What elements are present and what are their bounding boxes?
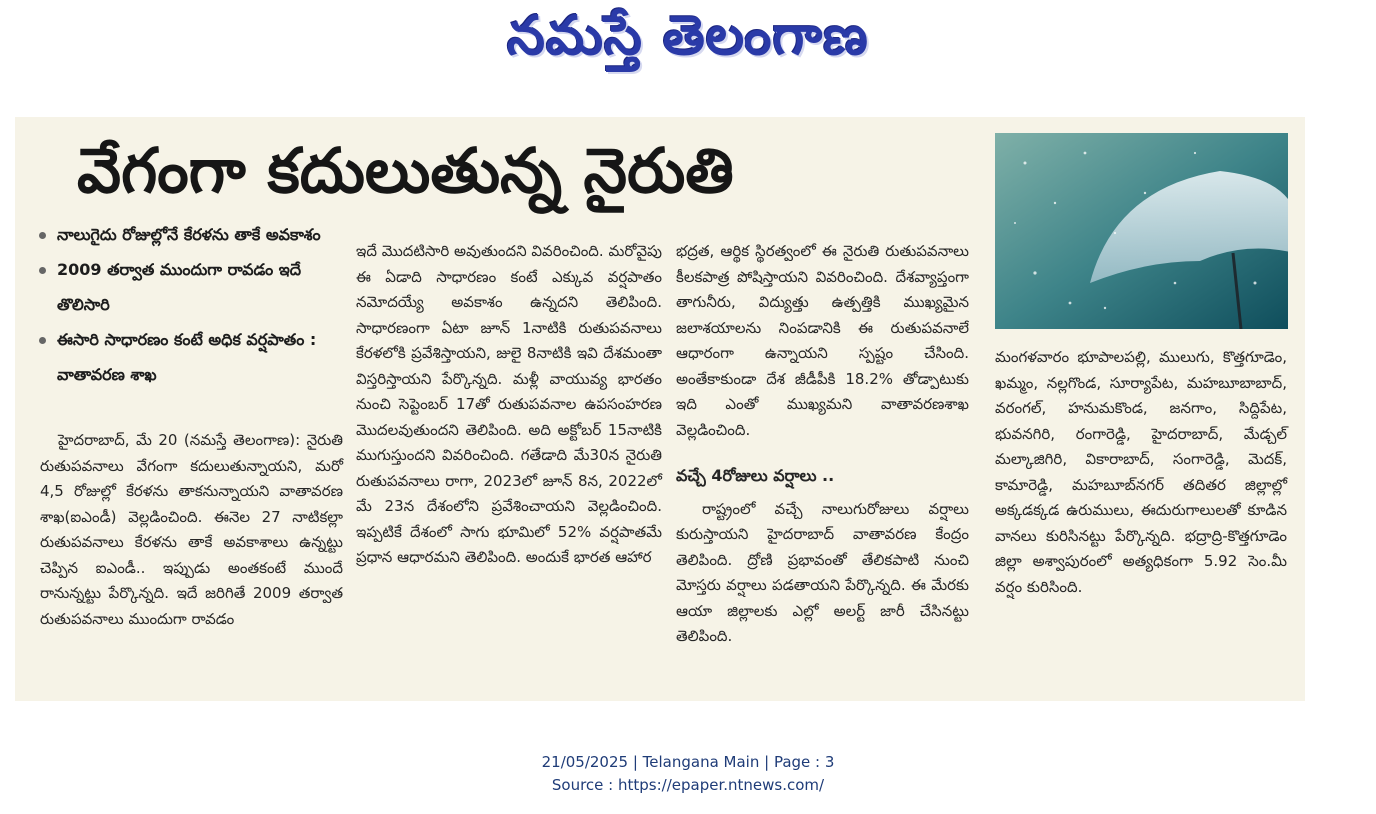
- news-article: [15, 117, 1305, 701]
- column-3-paragraph: భద్రత, ఆర్థిక స్థిరత్వంలో ఈ నైరుతి రుతుపవనాలు కీలకపాత్ర పోషిస్తాయని వివరించింది. దేశవ్యాప్తంగా తాగునీరు, విద్యుత్తు ఉత్పత్తికి ముఖ్యమైన జలాశయాలను నింపడానికి ఈ రుతుపవనాలే ఆధారంగా ఉన్నాయని స్పష్టం చేసింది. అంతేకాకుండా దేశ జీడీపీకి 18.2% తోడ్పాటుకు ఇది ఎంతో ముఖ్యమని వాతావరణశాఖ వెల్లడించింది.: [676, 242, 969, 439]
- bullet-item: నాలుగైదు రోజుల్లోనే కేరళను తాకే అవకాశం: [35, 217, 335, 252]
- bullet-item: ఈసారి సాధారణం కంటే అధిక వర్షపాతం : వాతావరణ శాఖ: [35, 322, 335, 392]
- article-column-3: [676, 239, 969, 650]
- newspaper-masthead: నమస్తే తెలంగాణ: [507, 4, 869, 67]
- column-3-paragraph-2: రాష్ట్రంలో వచ్చే నాలుగురోజులు వర్షాలు కురుస్తాయని హైదరాబాద్ వాతావరణ కేంద్రం తెలిపింది. ద్రోణి ప్రభావంతో తేలికపాటి నుంచి మోస్తరు వర్షాలు పడతాయని పేర్కొన్నది. ఈ మేరకు ఆయా జిల్లాలకు ఎల్లో అలర్ట్ జారీ చేసినట్టు తెలిపింది.: [676, 499, 969, 645]
- subheading: వచ్చే 4రోజులు వర్షాలు ..: [676, 466, 835, 485]
- footer-edition-info: 21/05/2025 | Telangana Main | Page : 3: [541, 753, 835, 771]
- summary-bullets: [35, 217, 335, 392]
- article-column-1: హైదరాబాద్, మే 20 (నమస్తే తెలంగాణ): నైరుతి రుతుపవనాలు వేగంగా కదులుతున్నాయని, మరో 4,5 రోజుల్లో కేరళను తాకనున్నాయని వాతావరణ శాఖ(ఐఎండీ) వెల్లడించింది. ఈనెల 27 నాటికల్లా రుతుపవనాలు కేరళను తాకే అవకాశాలు ఉన్నట్టు చెప్పిన ఐఎండీ.. ఇప్పుడు అంతకంటే ముందే రానున్నట్టు పేర్కొన్నది. ఇదే జరిగితే 2009 తర్వాత రుతుపవనాలు ముందుగా రావడం: [40, 431, 343, 628]
- article-column-4: మంగళవారం భూపాలపల్లి, ములుగు, కొత్తగూడెం, ఖమ్మం, నల్లగొండ, సూర్యాపేట, మహబూబాబాద్, వరంగల్, హనుమకొండ, జనగాం, సిద్దిపేట, భువనగిరి, రంగారెడ్డి, హైదరాబాద్, మేడ్చల్ మల్కాజిగిరి, వికారాబాద్, సంగారెడ్డి, మెదక్, కామారెడ్డి, మహబూబ్‌నగర్ తదితర జిల్లాల్లో అక్కడక్కడ ఉరుములు, ఈదురుగాలులతో కూడిన వానలు కురిసినట్టు పేర్కొన్నది. భద్రాద్రి-కొత్తగూడెం జిల్లా అశ్వాపురంలో అత్యధికంగా 5.92 సెం.మీ వర్షం కురిసింది.: [995, 348, 1287, 596]
- bullet-item: 2009 తర్వాత ముందుగా రావడం ఇదే తొలిసారి: [35, 252, 335, 322]
- umbrella-rain-photo: [995, 133, 1288, 329]
- footer-source[interactable]: Source : https://epaper.ntnews.com/: [551, 776, 825, 794]
- article-column-2: ఇదే మొదటిసారి అవుతుందని వివరించింది. మరోవైపు ఈ ఏడాది సాధారణం కంటే ఎక్కువ వర్షపాతం నమోదయ్యే అవకాశం ఉన్నదని తెలిపింది. సాధారణంగా ఏటా జూన్ 1నాటికి రుతుపవనాలు కేరళలోకి ప్రవేశిస్తాయని, జులై 8నాటికి ఇవి దేశమంతా విస్తరిస్తాయని పేర్కొన్నది. మళ్లీ వాయువ్య భారతం నుంచి సెప్టెంబర్ 17తో రుతుపవనాల ఉపసంహరణ మొదలవుతుందని తెలిపింది. అది అక్టోబర్ 15నాటికి ముగుస్తుందని వివరించింది. గతేడాది మే30న నైరుతి రుతుపవనాలు రాగా, 2023లో జూన్ 8న, 2022లో మే 23న దేశంలోని ప్రవేశించాయని వెల్లడించింది. ఇప్పటికే దేశంలో సాగు భూమిలో 52% వర్షపాతమే ప్రధాన ఆధారమని తెలిపింది. అందుకే భారత ఆహార: [356, 242, 662, 566]
- article-headline: వేగంగా కదులుతున్న నైరుతి: [77, 134, 734, 207]
